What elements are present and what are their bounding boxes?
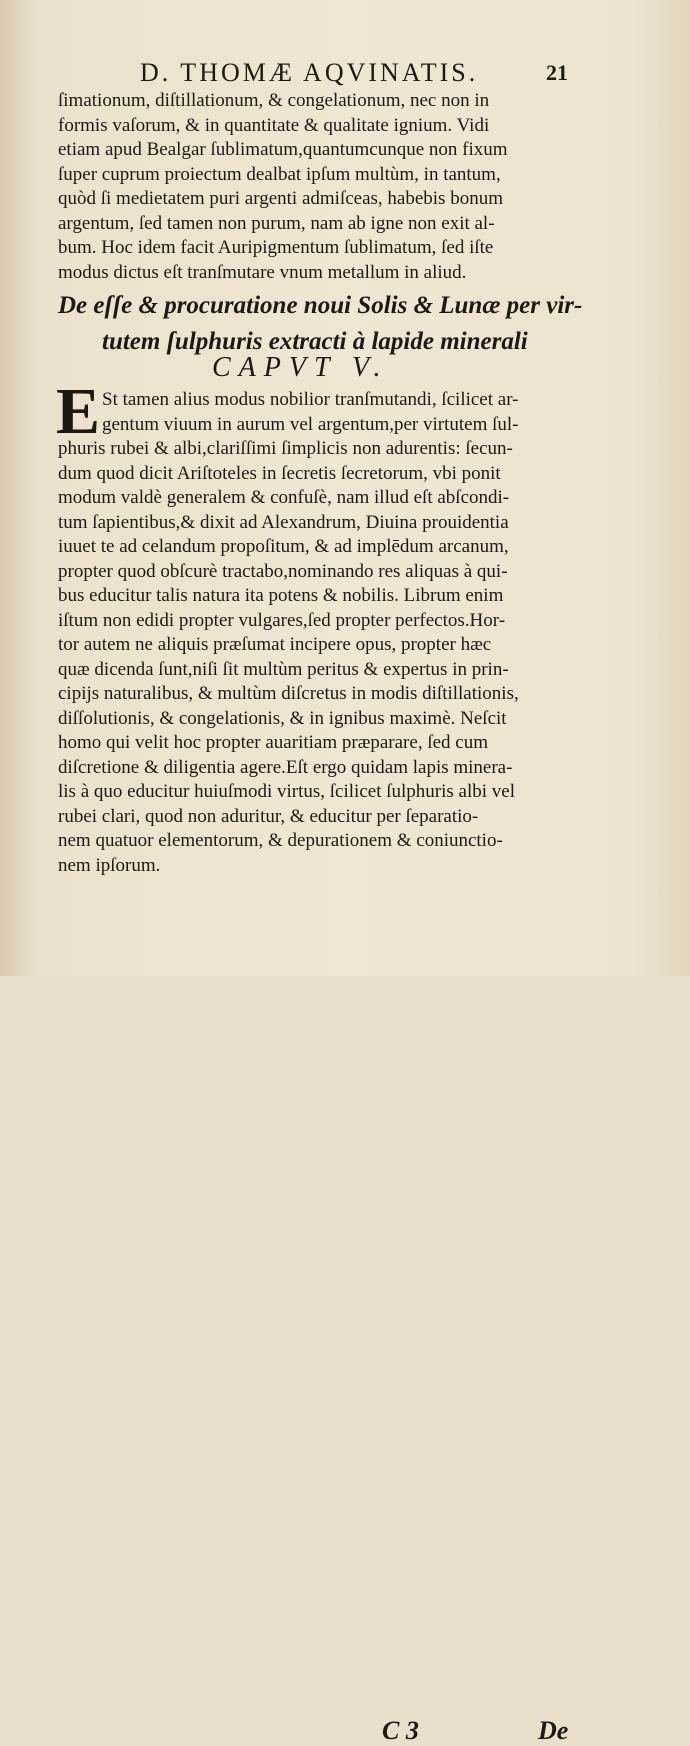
signature-mark: C 3 <box>382 1716 419 1745</box>
text-line: bus educitur talis natura ita potens & nobilis. Librum enim <box>58 585 504 606</box>
text-line: ſimationum, diſtillationum, & congelationum, nec non in <box>58 90 490 111</box>
text-line: rubei clari, quod non aduritur, & educitur per ſeparatio- <box>58 805 479 827</box>
text-line: cipijs naturalibus, & multùm diſcretus in modis diſtillationis, <box>58 683 519 704</box>
text-line: modus dictus eſt tranſmutare vnum metallum in aliud. <box>58 261 467 283</box>
page-header <box>0 0 690 90</box>
page-number: 21 <box>546 60 568 85</box>
text-line: nem quatuor elementorum, & depurationem & coniunctio- <box>58 830 503 851</box>
text-line: tor autem ne aliquis præſumat incipere opus, propter hæc <box>58 634 492 655</box>
text-line: nem ipſorum. <box>58 854 161 876</box>
text-line: formis vaſorum, & in quantitate & qualitate ignium. Vidi <box>58 114 490 136</box>
catchword: De <box>538 1716 569 1745</box>
text-line: quæ dicenda ſunt,niſi ſit multùm peritus & expertus in prin- <box>58 658 509 680</box>
text-line: gentum viuum in aurum vel argentum,per virtutem ſul- <box>102 413 519 435</box>
text-line: etiam apud Bealgar ſublimatum,quantumcunque non fixum <box>58 139 508 160</box>
text-line: propter quod obſcurè tractabo,nominando res aliquas à qui- <box>58 560 508 582</box>
paragraph-1 <box>58 89 578 285</box>
page-footer <box>0 858 690 1745</box>
text-line: iſtum non edidi propter vulgares,ſed propter perfectos.Hor- <box>58 609 506 631</box>
text-line: dum quod dicit Ariſtoteles in ſecretis ſecretorum, vbi ponit <box>58 462 501 484</box>
chapter-heading-line: tutem ſulphuris extracti à lapide minerali <box>102 328 528 355</box>
text-line: phuris rubei & albi,clariſſimi ſimplicis non adurentis: ſecun- <box>58 438 513 459</box>
text-line: diſſolutionis, & congelationis, & in ignibus maximè. Neſcit <box>58 707 507 729</box>
text-line: bum. Hoc idem facit Auripigmentum ſublimatum, ſed iſte <box>58 237 494 258</box>
drop-cap: E <box>56 375 101 448</box>
paragraph-2 <box>58 388 578 878</box>
text-line: quòd ſi medietatem puri argenti admiſceas, habebis bonum <box>58 188 503 209</box>
text-line: modum valdè generalem & confuſè, nam illud eſt abſcondi- <box>58 487 510 508</box>
text-line: argentum, ſed tamen non purum, nam ab igne non exit al- <box>58 212 495 234</box>
running-head: D. THOMÆ AQVINATIS. <box>140 58 479 87</box>
text-line: lis à quo educitur huiuſmodi virtus, ſcilicet ſulphuris albi vel <box>58 781 515 802</box>
chapter-heading <box>58 288 598 360</box>
text-line: ſuper cuprum proiectum dealbat ipſum multùm, in tantum, <box>58 163 501 185</box>
chapter-heading-line: De eſſe & procuratione noui Solis & Lunæ per vir- <box>58 292 583 319</box>
chapter-label: CAPVT V. <box>212 352 389 383</box>
text-line: homo qui velit hoc propter auaritiam præparare, ſed cum <box>58 732 488 753</box>
text-line: iuuet te ad celandum propoſitum, & ad implēdum arcanum, <box>58 536 509 557</box>
text-line: tum ſapientibus,& dixit ad Alexandrum, Diuina prouidentia <box>58 511 509 533</box>
text-line: diſcretione & diligentia agere.Eſt ergo quidam lapis minera- <box>58 756 513 778</box>
text-line: St tamen alius modus nobilior tranſmutandi, ſcilicet ar- <box>102 389 519 410</box>
